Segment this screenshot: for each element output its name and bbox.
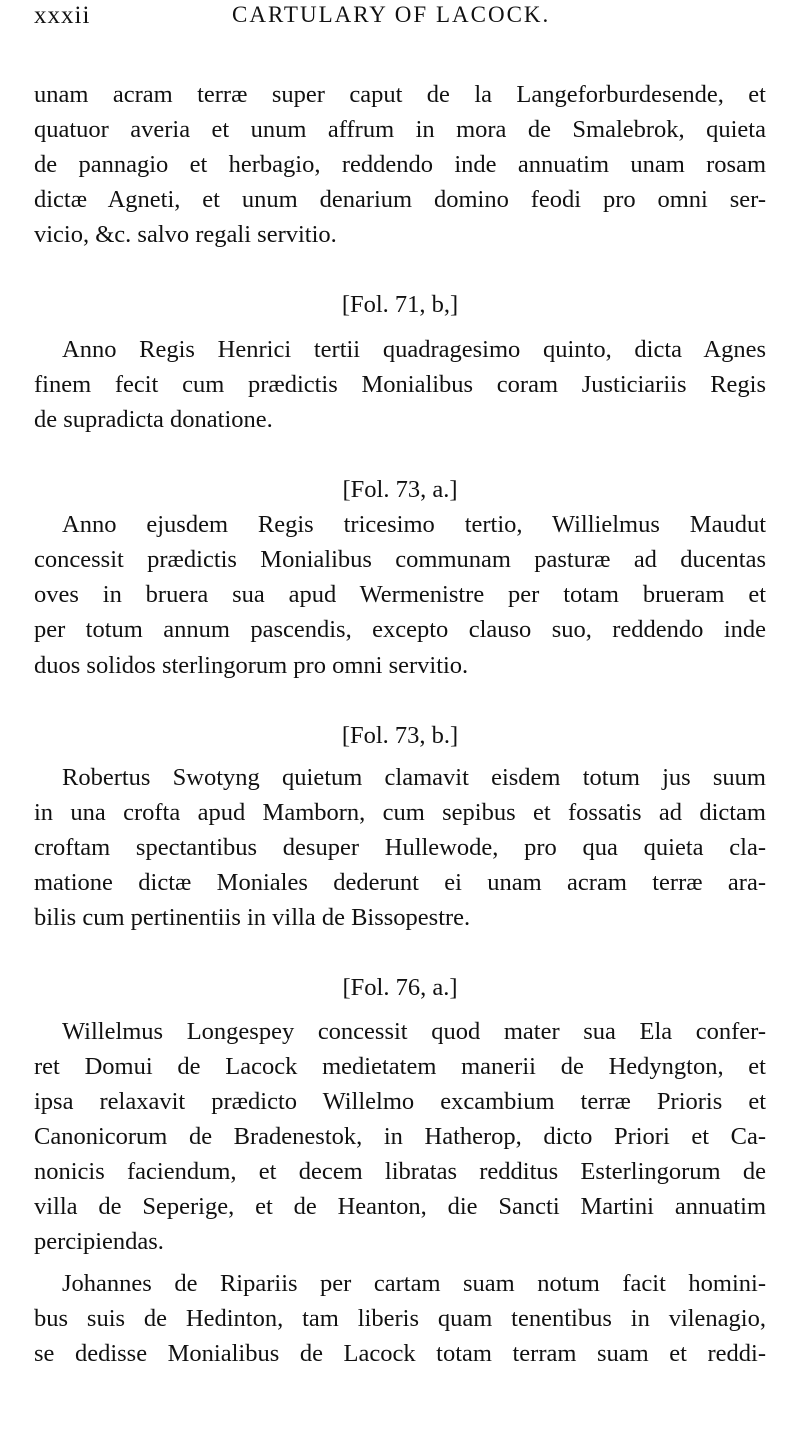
text-line: bilis cum pertinentiis in villa de Bissopestre. <box>34 904 471 931</box>
text-line: in una crofta apud Mamborn, cum sepibus et fossatis ad dictam <box>34 799 766 826</box>
text-line: de pannagio et herbagio, reddendo inde annuatim unam rosam <box>34 151 766 178</box>
text-line: oves in bruera sua apud Wermenistre per totam brueram et <box>34 581 766 608</box>
text-line: Anno Regis Henrici tertii quadragesimo quinto, dicta Agnes <box>62 336 766 363</box>
text-line: Johannes de Ripariis per cartam suam notum facit homini- <box>62 1270 766 1297</box>
folio-reference: [Fol. 76, a.] <box>342 974 458 1001</box>
text-line: per totum annum pascendis, excepto clauso suo, reddendo inde <box>34 616 766 643</box>
text-line: dictæ Agneti, et unum denarium domino feodi pro omni ser- <box>34 186 766 213</box>
text-line: percipiendas. <box>34 1228 164 1255</box>
text-line: Canonicorum de Bradenestok, in Hatherop, dicto Priori et Ca- <box>34 1123 766 1150</box>
folio-reference: [Fol. 73, a.] <box>342 476 458 503</box>
text-line: bus suis de Hedinton, tam liberis quam tenentibus in vilenagio, <box>34 1305 766 1332</box>
page-number: xxxii <box>34 2 91 29</box>
text-line: croftam spectantibus desuper Hullewode, pro qua quieta cla- <box>34 834 766 861</box>
text-line: concessit prædictis Monialibus communam pasturæ ad ducentas <box>34 546 766 573</box>
text-line: quatuor averia et unum affrum in mora de Smalebrok, quieta <box>34 116 766 143</box>
running-title: CARTULARY OF LACOCK. <box>232 2 551 27</box>
text-line: Willelmus Longespey concessit quod mater sua Ela confer- <box>62 1018 766 1045</box>
text-line: de supradicta donatione. <box>34 406 273 433</box>
text-line: ipsa relaxavit prædicto Willelmo excambium terræ Prioris et <box>34 1088 766 1115</box>
text-line: ret Domui de Lacock medietatem manerii de Hedyngton, et <box>34 1053 766 1080</box>
text-line: nonicis faciendum, et decem libratas redditus Esterlingorum de <box>34 1158 766 1185</box>
text-line: duos solidos sterlingorum pro omni servitio. <box>34 652 469 679</box>
text-line: matione dictæ Moniales dederunt ei unam acram terræ ara- <box>34 869 766 896</box>
text-line: Anno ejusdem Regis tricesimo tertio, Willielmus Maudut <box>62 511 766 538</box>
folio-reference: [Fol. 71, b,] <box>341 291 459 318</box>
text-line: Robertus Swotyng quietum clamavit eisdem totum jus suum <box>62 764 766 791</box>
folio-reference: [Fol. 73, b.] <box>341 722 459 749</box>
text-line: villa de Seperige, et de Heanton, die Sancti Martini annuatim <box>34 1193 766 1220</box>
text-line: finem fecit cum prædictis Monialibus coram Justiciariis Regis <box>34 371 766 398</box>
text-line: se dedisse Monialibus de Lacock totam terram suam et reddi- <box>34 1340 766 1367</box>
text-line: unam acram terræ super caput de la Langeforburdesende, et <box>34 81 766 108</box>
text-line: vicio, &c. salvo regali servitio. <box>34 221 337 248</box>
